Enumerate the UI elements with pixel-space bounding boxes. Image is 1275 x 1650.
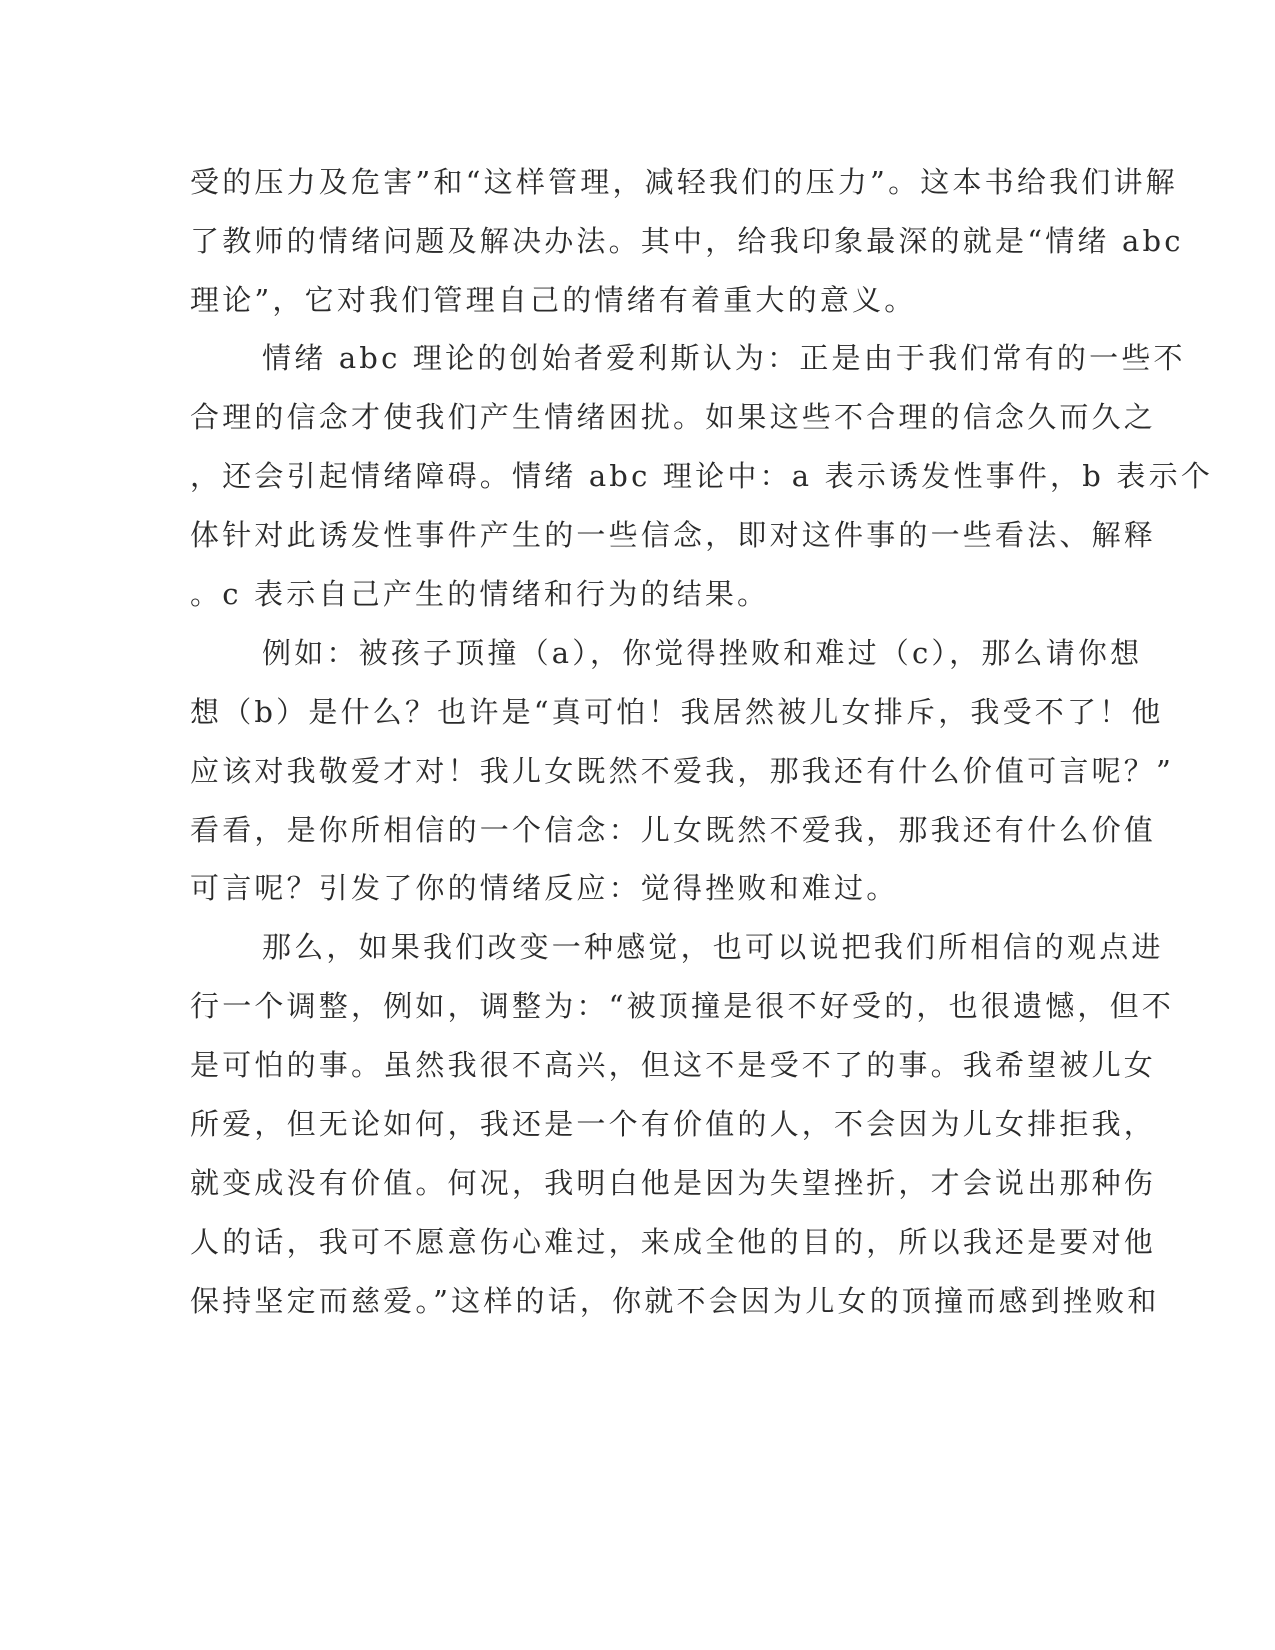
text-line: 所爱，但无论如何，我还是一个有价值的人，不会因为儿女排拒我，: [190, 1107, 1157, 1141]
text-line: ，还会引起情绪障碍。情绪 abc 理论中：a 表示诱发性事件，b 表示个: [190, 459, 1214, 493]
paragraph-first-line: 情绪 abc 理论的创始者爱利斯认为：正是由于我们常有的一些不: [262, 341, 1186, 375]
text-line: 看看，是你所相信的一个信念：儿女既然不爱我，那我还有什么价值: [190, 813, 1157, 847]
text-line: 是可怕的事。虽然我很不高兴，但这不是受不了的事。我希望被儿女: [190, 1048, 1157, 1082]
text-line: 行一个调整，例如，调整为：“被顶撞是很不好受的，也很遗憾，但不: [190, 989, 1175, 1023]
text-line: 受的压力及危害”和“这样管理，减轻我们的压力”。这本书给我们讲解: [190, 165, 1178, 199]
text-line: 理论”，它对我们管理自己的情绪有着重大的意义。: [190, 283, 917, 317]
text-line: 。c 表示自己产生的情绪和行为的结果。: [190, 577, 770, 611]
paragraph-first-line: 那么，如果我们改变一种感觉，也可以说把我们所相信的观点进: [262, 930, 1164, 964]
paragraph-first-line: 例如：被孩子顶撞（a），你觉得挫败和难过（c），那么请你想: [262, 636, 1143, 670]
text-line: 合理的信念才使我们产生情绪困扰。如果这些不合理的信念久而久之: [190, 400, 1157, 434]
text-line: 保持坚定而慈爱。”这样的话，你就不会因为儿女的顶撞而感到挫败和: [190, 1284, 1160, 1318]
text-line: 就变成没有价值。何况，我明白他是因为失望挫折，才会说出那种伤: [190, 1166, 1157, 1200]
text-line: 应该对我敬爱才对！我儿女既然不爱我，那我还有什么价值可言呢？”: [190, 754, 1175, 788]
text-line: 想（b）是什么？也许是“真可怕！我居然被儿女排斥，我受不了！他: [190, 695, 1164, 729]
text-line: 了教师的情绪问题及解决办法。其中，给我印象最深的就是“情绪 abc: [190, 224, 1184, 258]
text-line: 体针对此诱发性事件产生的一些信念，即对这件事的一些看法、解释: [190, 518, 1157, 552]
text-line: 可言呢？引发了你的情绪反应：觉得挫败和难过。: [190, 871, 899, 905]
text-line: 人的话，我可不愿意伤心难过，来成全他的目的，所以我还是要对他: [190, 1225, 1157, 1259]
